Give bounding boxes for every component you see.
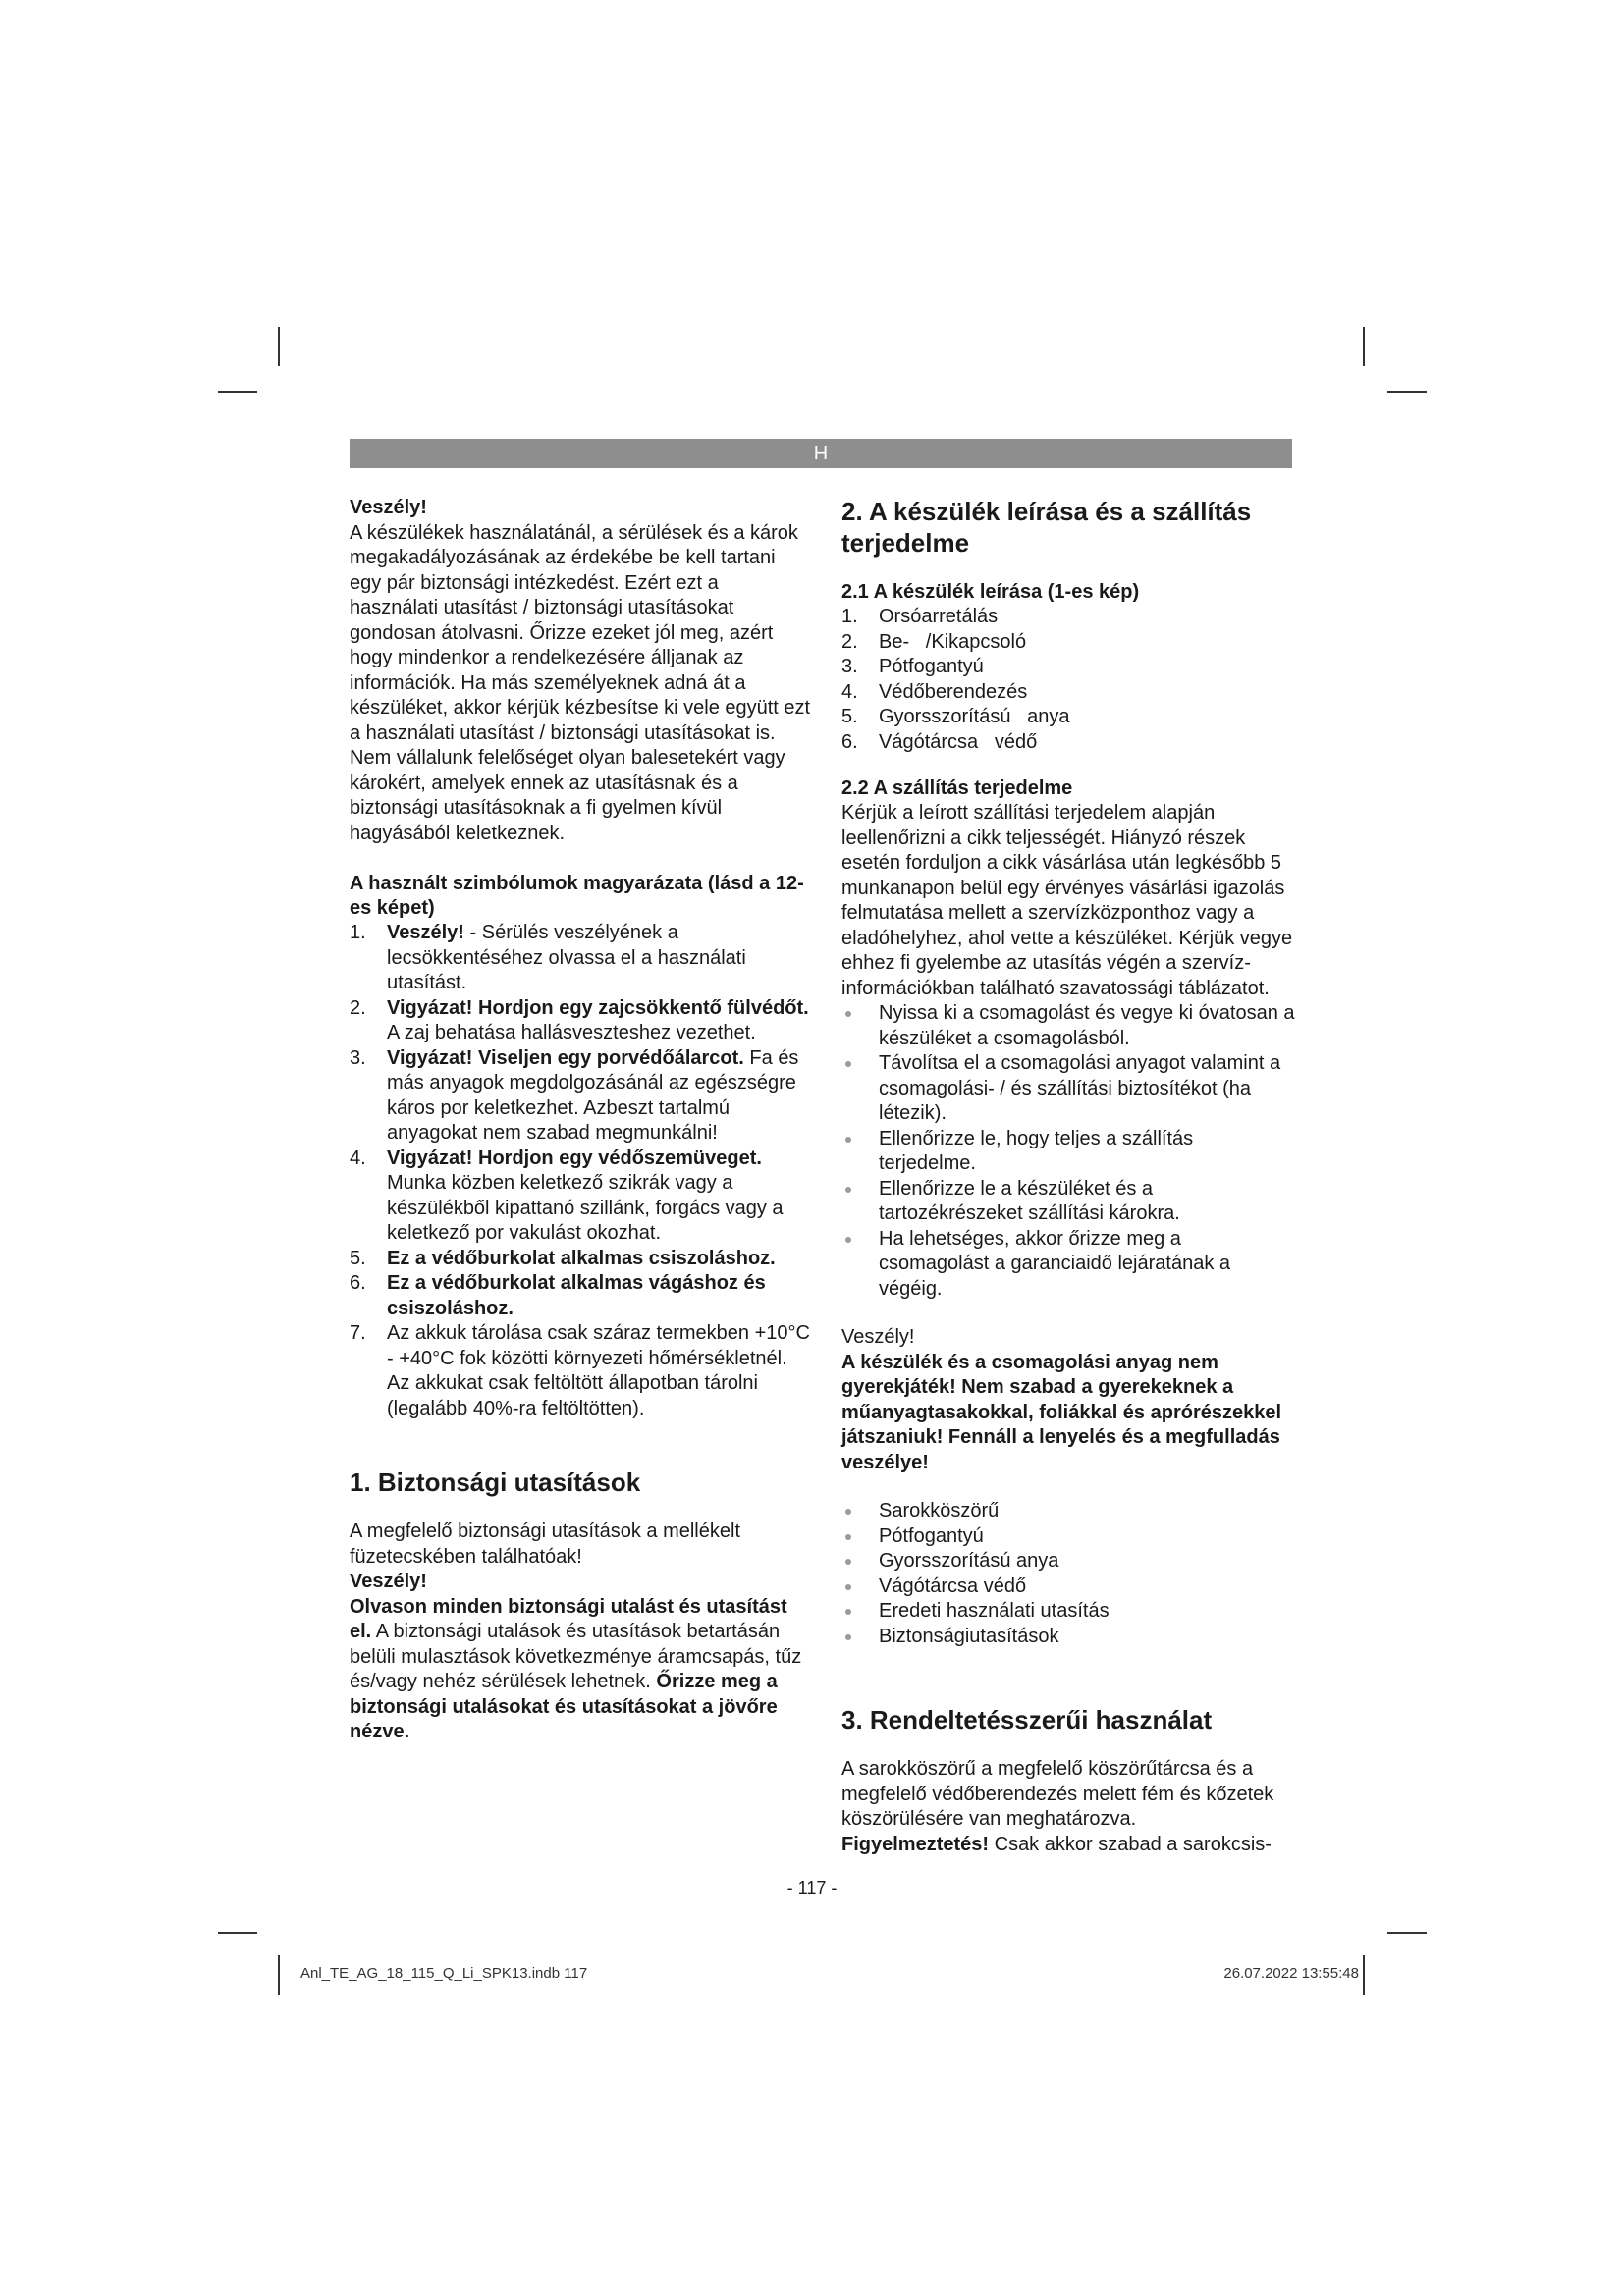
symbol-bold: Ez a védőburkolat alkalmas csiszoláshoz. xyxy=(387,1247,776,1269)
part-number: 4. xyxy=(841,680,858,703)
symbol-text: A zaj behatása hallásveszteshez vezethet. xyxy=(387,1022,756,1043)
language-code: H xyxy=(813,443,829,464)
symbol-number: 3. xyxy=(350,1046,366,1069)
warning-text: A készülék és a csomagolási anyag nem gyerekjáték! Nem szabad a gyerekeknek a műanyagtasakokkal, foliákkal és aprórészekkel játszaniuk! Fennáll a lenyelés és a megfulladás veszélye! xyxy=(841,1351,1282,1473)
delivery-step: Nyissa ki a csomagolást és vegye ki óvatosan a készüléket a csomagolásból. xyxy=(841,1001,1295,1051)
crop-mark xyxy=(1387,1932,1427,1934)
contents-item: Sarokköszörű xyxy=(841,1499,1295,1524)
symbol-text: Fa és más anyagok megdolgozásánál az egészségre káros por keletkezhet. Azbeszt tartalmú anyagokat nem szabad megmunkálni! xyxy=(387,1046,799,1144)
symbol-item xyxy=(350,1147,811,1247)
part-item xyxy=(841,730,1295,756)
symbol-bold: Vigyázat! Hordjon egy zajcsökkentő fülvédőt. xyxy=(387,996,809,1019)
part-number: 5. xyxy=(841,706,858,727)
part-number: 6. xyxy=(841,730,858,753)
contents-item: Eredeti használati utasítás xyxy=(841,1599,1295,1625)
part-item xyxy=(841,655,1295,680)
symbol-number: 6. xyxy=(350,1272,366,1294)
warning-title: Veszély! xyxy=(841,1326,915,1348)
part-item xyxy=(841,680,1295,706)
part-number: 2. xyxy=(841,630,858,653)
symbol-body xyxy=(371,1147,811,1247)
section3-text: A sarokköszörű a megfelelő köszörűtárcsa és a megfelelő védőberendezés melett fém és kőzetek köszörülésére van meghatározva. xyxy=(841,1758,1274,1830)
right-column xyxy=(841,496,1295,1857)
part-label: Pótfogantyú xyxy=(879,656,984,677)
section1-bold-keep: Őrizze meg a biztonsági utalásokat és utasításokat a jövőre nézve. xyxy=(350,1671,778,1742)
symbol-item xyxy=(350,1271,811,1321)
delivery-step: Távolítsa el a csomagolási anyagot valamint a csomagolási- / és szállítási biztosítékot (ha létezik). xyxy=(841,1051,1295,1127)
language-header-bar xyxy=(350,439,1292,468)
symbol-number: 1. xyxy=(350,922,366,943)
symbol-item xyxy=(350,996,811,1046)
sub22-text: Kérjük a leírott szállítási terjedelem alapján leellenőrizni a cikk teljességét. Hiányzó részek esetén forduljon a cikk vásárlása után legkésőbb 5 munkanapon belül egy érvényes vásárlási igazolás felmutatása mellett a szervízközponthoz vagy a eladóhelyhez, ahol vette a készüléket. Kérjük vegye ehhez fi gyelembe az utasítás végén a szervíz-információkban található szavatossági táblázatot. xyxy=(841,802,1293,999)
part-label: Vágótárcsa védő xyxy=(879,730,1038,753)
delivery-step: Ha lehetséges, akkor őrizze meg a csomagolást a garanciaidő lejáratának a végéig. xyxy=(841,1227,1295,1303)
symbol-bold: Vigyázat! Hordjon egy védőszemüveget. xyxy=(387,1147,762,1169)
section1-text: A biztonsági utalások és utasítások betartásán belüli mulasztások következménye áramcsapás, tűz és/vagy nehéz sérülések lehetnek. xyxy=(350,1621,802,1692)
symbol-bold: Vigyázat! Viseljen egy porvédőálarcot. xyxy=(387,1046,744,1069)
section1-danger: Veszély! xyxy=(350,1571,427,1592)
symbol-body xyxy=(371,1321,811,1421)
part-item xyxy=(841,705,1295,730)
delivery-step: Ellenőrizze le a készüléket és a tartozékrészeket szállítási károkra. xyxy=(841,1177,1295,1227)
contents-item: Pótfogantyú xyxy=(841,1524,1295,1550)
symbol-item xyxy=(350,1321,811,1421)
section1-bold-read: Olvason minden biztonsági utalást és utasítást el. xyxy=(350,1595,787,1642)
section1-title: 1. Biztonsági utasítások xyxy=(350,1468,641,1497)
section1-intro: A megfelelő biztonsági utasítások a mellékelt füzetecskében találhatóak! xyxy=(350,1521,740,1568)
symbol-text: Az akkuk tárolása csak száraz termekben +10°C - +40°C fok közötti környezeti hőmérsékletnél. Az akkukat csak feltöltött állapotban tárolni (legalább 40%-ra feltöltötten). xyxy=(387,1322,810,1419)
contents-list xyxy=(841,1499,1295,1649)
symbols-list xyxy=(350,921,811,1421)
contents-item: Vágótárcsa védő xyxy=(841,1575,1295,1600)
symbol-bold: Ez a védőburkolat alkalmas vágáshoz és csiszoláshoz. xyxy=(387,1272,766,1319)
section3-tail: Csak akkor szabad a sarokcsis- xyxy=(989,1833,1272,1855)
part-label: Orsóarretálás xyxy=(879,606,999,627)
section3-title: 3. Rendeltetésszerűi használat xyxy=(841,1705,1213,1735)
sub21-title: 2.1 A készülék leírása (1-es kép) xyxy=(841,581,1140,603)
part-label: Be- /Kikapcsoló xyxy=(879,630,1027,653)
danger-title: Veszély! xyxy=(350,497,427,518)
symbol-number: 7. xyxy=(350,1322,366,1344)
danger-text: A készülékek használatánál, a sérülések és a károk megakadályozásának az érdekébe be kell tartani egy pár biztonsági intézkedést. Ezért ezt a használati utasítást / biztonsági utasításokat gondosan átolvasni. Őrizze ezeket jól meg, azért hogy mindenkor a rendelkezésére álljanak az információk. Ha más személyeknek adná át a készüléket, akkor kérjük kézbesítse ki vele együtt ezt a használati utasítást / biztonsági utasításokat is. Nem vállalunk felelőséget olyan balesetekért vagy károkért, amelyek ennek az utasításnak és a biztonsági utasításoknak a fi gyelmen kívül hagyásából keletkeznek. xyxy=(350,521,811,844)
contents-item: Biztonságiutasítások xyxy=(841,1625,1295,1650)
section3-warning xyxy=(841,1833,1295,1858)
section1-paragraph xyxy=(350,1595,811,1745)
crop-mark xyxy=(278,1955,280,1995)
left-column xyxy=(350,496,811,1745)
part-item xyxy=(841,630,1295,656)
part-item xyxy=(841,605,1295,630)
crop-mark xyxy=(1363,327,1365,366)
symbol-body xyxy=(371,996,811,1046)
symbol-body xyxy=(371,1247,811,1272)
symbols-title: A használt szimbólumok magyarázata (lásd a 12-es képet) xyxy=(350,873,804,919)
page-number: - 117 - xyxy=(786,1878,838,1897)
symbol-body xyxy=(371,1046,811,1147)
crop-mark xyxy=(1363,1955,1365,1995)
delivery-steps-list xyxy=(841,1001,1295,1302)
footer-timestamp: 26.07.2022 13:55:48 xyxy=(1223,1965,1359,1982)
delivery-step: Ellenőrizze le, hogy teljes a szállítás terjedelme. xyxy=(841,1127,1295,1177)
crop-mark xyxy=(218,391,257,393)
symbol-item xyxy=(350,921,811,996)
symbol-number: 2. xyxy=(350,996,366,1019)
symbol-text: Munka közben keletkező szikrák vagy a készülékből kipattanó szillánk, forgács vagy a keletkező por vakulást okozhat. xyxy=(387,1172,784,1244)
symbol-item xyxy=(350,1046,811,1147)
symbol-item xyxy=(350,1247,811,1272)
symbol-number: 4. xyxy=(350,1147,366,1169)
part-number: 1. xyxy=(841,606,858,627)
footer-file: Anl_TE_AG_18_115_Q_Li_SPK13.indb 117 xyxy=(300,1965,588,1982)
section2-title: 2. A készülék leírása és a szállítás terjedelme xyxy=(841,497,1252,558)
section3-bold: Figyelmeztetés! xyxy=(841,1833,990,1855)
crop-mark xyxy=(218,1932,257,1934)
part-label: Gyorsszorítású anya xyxy=(879,706,1070,727)
symbol-text: - Sérülés veszélyének a lecsökkentéséhez olvassa el a használati utasítást. xyxy=(387,922,746,993)
symbol-number: 5. xyxy=(350,1247,366,1269)
symbol-body xyxy=(371,921,811,996)
sub22-title: 2.2 A szállítás terjedelme xyxy=(841,777,1073,799)
crop-mark xyxy=(1387,391,1427,393)
symbol-body xyxy=(371,1271,811,1321)
crop-mark xyxy=(278,327,280,366)
part-number: 3. xyxy=(841,656,858,677)
symbol-bold: Veszély! xyxy=(387,922,464,943)
part-label: Védőberendezés xyxy=(879,680,1028,703)
contents-item: Gyorsszorítású anya xyxy=(841,1549,1295,1575)
parts-list xyxy=(841,605,1295,755)
